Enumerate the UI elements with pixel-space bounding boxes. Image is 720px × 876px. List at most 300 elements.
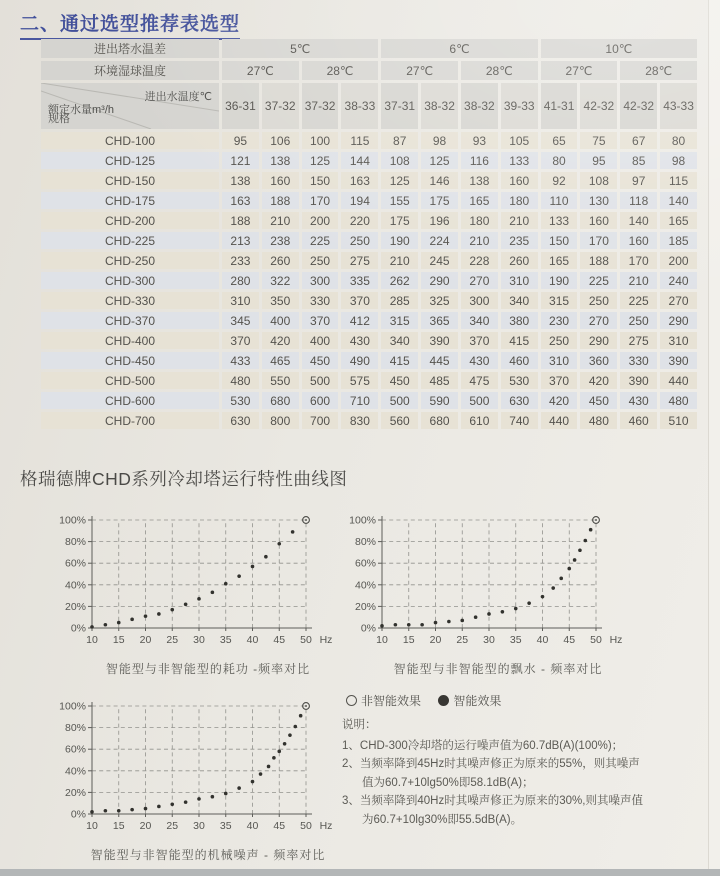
- page-bottom-edge: [0, 869, 720, 876]
- value-cell: 200: [302, 212, 339, 229]
- value-cell: 270: [461, 272, 498, 289]
- value-cell: 440: [660, 372, 697, 389]
- value-cell: 175: [381, 212, 418, 229]
- value-cell: 240: [660, 272, 697, 289]
- chart-noise-vs-frequency: [50, 694, 340, 866]
- value-cell: 233: [222, 252, 259, 269]
- section-title: 格瑞德牌CHD系列冷却塔运行特性曲线图: [20, 469, 348, 489]
- svg-text:100%: 100%: [349, 514, 376, 527]
- value-cell: 140: [660, 192, 697, 209]
- value-cell: 335: [341, 272, 378, 289]
- value-cell: 118: [620, 192, 657, 209]
- model-cell: CHD-250: [41, 252, 219, 269]
- value-cell: 98: [660, 152, 697, 169]
- table-row: [41, 292, 697, 309]
- value-cell: 420: [580, 372, 617, 389]
- svg-text:10: 10: [86, 634, 98, 646]
- value-cell: 450: [381, 372, 418, 389]
- note-line: 为60.7+10lg30%即55.5dB(A)。: [362, 813, 523, 826]
- header-row-wetbulb: [41, 61, 697, 80]
- value-cell: 250: [620, 312, 657, 329]
- wetbulb-cell: 27℃: [541, 61, 618, 80]
- wetbulb-cell: 28℃: [620, 61, 697, 80]
- value-cell: 170: [580, 232, 617, 249]
- open-circle-icon: [346, 695, 357, 706]
- value-cell: 75: [580, 132, 617, 149]
- note-line: 1、CHD-300冷却塔的运行噪声值为60.7dB(A)(100%)；: [342, 739, 624, 752]
- notes-title: 说明：: [342, 719, 377, 731]
- value-cell: 250: [302, 252, 339, 269]
- value-cell: 370: [461, 332, 498, 349]
- value-cell: 188: [262, 192, 299, 209]
- value-cell: 275: [620, 332, 657, 349]
- chart-drift-vs-frequency: [340, 508, 630, 680]
- value-cell: 490: [341, 352, 378, 369]
- value-cell: 740: [501, 412, 538, 429]
- header-row-range: [41, 83, 697, 129]
- value-cell: 170: [302, 192, 339, 209]
- value-cell: 125: [381, 172, 418, 189]
- value-cell: 415: [501, 332, 538, 349]
- svg-text:30: 30: [483, 634, 495, 646]
- value-cell: 138: [461, 172, 498, 189]
- svg-text:40: 40: [246, 820, 259, 832]
- value-cell: 270: [580, 312, 617, 329]
- range-header: 38-33: [341, 83, 378, 129]
- note-item: [342, 792, 710, 829]
- value-cell: 190: [541, 272, 578, 289]
- table-row: [41, 352, 697, 369]
- value-cell: 340: [461, 312, 498, 329]
- value-cell: 322: [262, 272, 299, 289]
- value-cell: 180: [461, 212, 498, 229]
- value-cell: 485: [421, 372, 458, 389]
- value-cell: 210: [620, 272, 657, 289]
- selection-table: [38, 36, 700, 432]
- value-cell: 630: [501, 392, 538, 409]
- page-right-edge: [708, 0, 720, 876]
- value-cell: 370: [302, 312, 339, 329]
- value-cell: 185: [660, 232, 697, 249]
- value-cell: 270: [660, 292, 697, 309]
- svg-text:20: 20: [139, 634, 152, 646]
- group-10c: 10℃: [541, 39, 697, 58]
- note-line: 3、当频率降到40Hz时其噪声修正为原来的30%,则其噪声值: [342, 795, 643, 807]
- svg-text:0%: 0%: [70, 808, 86, 821]
- model-cell: CHD-400: [41, 332, 219, 349]
- value-cell: 93: [461, 132, 498, 149]
- svg-text:25: 25: [166, 820, 179, 832]
- value-cell: 560: [381, 412, 418, 429]
- value-cell: 440: [541, 412, 578, 429]
- value-cell: 340: [501, 292, 538, 309]
- svg-text:0%: 0%: [360, 622, 376, 635]
- value-cell: 600: [302, 392, 339, 409]
- value-cell: 430: [461, 352, 498, 369]
- range-header: 41-31: [541, 83, 578, 129]
- svg-text:80%: 80%: [354, 536, 376, 549]
- value-cell: 260: [262, 252, 299, 269]
- value-cell: 155: [381, 192, 418, 209]
- value-cell: 224: [421, 232, 458, 249]
- value-cell: 125: [302, 152, 339, 169]
- model-cell: CHD-225: [41, 232, 219, 249]
- value-cell: 220: [341, 212, 378, 229]
- svg-text:50: 50: [300, 820, 312, 832]
- table-row: [41, 212, 697, 229]
- corner-bottom-left-label: 规格: [48, 113, 70, 125]
- value-cell: 210: [381, 252, 418, 269]
- value-cell: 710: [341, 392, 378, 409]
- value-cell: 106: [262, 132, 299, 149]
- wetbulb-cell: 28℃: [302, 61, 379, 80]
- value-cell: 830: [341, 412, 378, 429]
- value-cell: 225: [620, 292, 657, 309]
- value-cell: 290: [421, 272, 458, 289]
- svg-text:10: 10: [86, 820, 98, 832]
- value-cell: 133: [541, 212, 578, 229]
- svg-text:60%: 60%: [64, 743, 86, 756]
- value-cell: 420: [262, 332, 299, 349]
- value-cell: 245: [421, 252, 458, 269]
- value-cell: 228: [461, 252, 498, 269]
- group-5c: 5℃: [222, 39, 378, 58]
- svg-text:40%: 40%: [354, 579, 376, 592]
- model-cell: CHD-370: [41, 312, 219, 329]
- value-cell: 180: [501, 192, 538, 209]
- svg-text:20%: 20%: [354, 600, 376, 613]
- value-cell: 285: [381, 292, 418, 309]
- value-cell: 130: [580, 192, 617, 209]
- value-cell: 210: [461, 232, 498, 249]
- table-row: [41, 192, 697, 209]
- value-cell: 230: [541, 312, 578, 329]
- value-cell: 165: [461, 192, 498, 209]
- value-cell: 163: [341, 172, 378, 189]
- value-cell: 262: [381, 272, 418, 289]
- value-cell: 300: [302, 272, 339, 289]
- value-cell: 480: [222, 372, 259, 389]
- corner-mid-left-label: 额定水量m³/h: [48, 104, 114, 116]
- chart-power-plot: [50, 508, 340, 658]
- value-cell: 85: [620, 152, 657, 169]
- value-cell: 290: [580, 332, 617, 349]
- value-cell: 200: [660, 252, 697, 269]
- value-cell: 150: [541, 232, 578, 249]
- value-cell: 160: [501, 172, 538, 189]
- value-cell: 450: [302, 352, 339, 369]
- header-row-tempdiff: [41, 39, 697, 58]
- value-cell: 110: [541, 192, 578, 209]
- value-cell: 160: [620, 232, 657, 249]
- value-cell: 330: [302, 292, 339, 309]
- table-row: [41, 312, 697, 329]
- value-cell: 500: [302, 372, 339, 389]
- value-cell: 590: [421, 392, 458, 409]
- value-cell: 116: [461, 152, 498, 169]
- value-cell: 330: [620, 352, 657, 369]
- value-cell: 213: [222, 232, 259, 249]
- value-cell: 250: [541, 332, 578, 349]
- value-cell: 146: [421, 172, 458, 189]
- table-row: [41, 272, 697, 289]
- value-cell: 100: [302, 132, 339, 149]
- svg-text:80%: 80%: [64, 536, 86, 549]
- corner-top-right-label: 进出水温度℃: [144, 91, 212, 103]
- svg-text:40%: 40%: [64, 765, 86, 778]
- value-cell: 530: [501, 372, 538, 389]
- note-item: [342, 755, 710, 792]
- value-cell: 340: [381, 332, 418, 349]
- value-cell: 800: [262, 412, 299, 429]
- value-cell: 138: [262, 152, 299, 169]
- tempdiff-label: 进出塔水温差: [41, 39, 219, 58]
- value-cell: 610: [461, 412, 498, 429]
- value-cell: 310: [222, 292, 259, 309]
- svg-text:0%: 0%: [70, 622, 86, 635]
- svg-text:15: 15: [112, 820, 125, 832]
- value-cell: 188: [222, 212, 259, 229]
- table-row: [41, 252, 697, 269]
- range-header: 38-32: [421, 83, 458, 129]
- table-row: [41, 172, 697, 189]
- value-cell: 140: [620, 212, 657, 229]
- value-cell: 160: [262, 172, 299, 189]
- svg-text:50: 50: [590, 634, 602, 646]
- svg-text:35: 35: [509, 634, 522, 646]
- value-cell: 390: [421, 332, 458, 349]
- value-cell: 188: [580, 252, 617, 269]
- table-row: [41, 232, 697, 249]
- value-cell: 115: [341, 132, 378, 149]
- table-row: [41, 152, 697, 169]
- group-6c: 6℃: [381, 39, 537, 58]
- range-header: 37-32: [262, 83, 299, 129]
- note-line: 值为60.7+10lg50%即58.1dB(A)；: [362, 776, 534, 789]
- svg-text:80%: 80%: [64, 722, 86, 735]
- value-cell: 105: [501, 132, 538, 149]
- value-cell: 370: [541, 372, 578, 389]
- svg-text:100%: 100%: [59, 700, 86, 713]
- svg-text:Hz: Hz: [609, 634, 623, 646]
- corner-cell: [41, 83, 219, 129]
- value-cell: 115: [660, 172, 697, 189]
- value-cell: 530: [222, 392, 259, 409]
- value-cell: 400: [302, 332, 339, 349]
- range-header: 36-31: [222, 83, 259, 129]
- value-cell: 350: [262, 292, 299, 309]
- value-cell: 190: [381, 232, 418, 249]
- model-cell: CHD-330: [41, 292, 219, 309]
- svg-text:25: 25: [456, 634, 469, 646]
- value-cell: 700: [302, 412, 339, 429]
- legend-label: 智能效果: [453, 694, 502, 708]
- value-cell: 450: [580, 392, 617, 409]
- value-cell: 420: [541, 392, 578, 409]
- value-cell: 390: [620, 372, 657, 389]
- value-cell: 95: [222, 132, 259, 149]
- svg-text:50: 50: [300, 634, 312, 646]
- chart-noise-caption: 智能型与非智能型的机械噪声 - 频率对比: [90, 848, 326, 862]
- table-body: [41, 132, 697, 429]
- range-header: 37-32: [302, 83, 339, 129]
- svg-text:60%: 60%: [64, 557, 86, 570]
- value-cell: 310: [660, 332, 697, 349]
- value-cell: 345: [222, 312, 259, 329]
- value-cell: 235: [501, 232, 538, 249]
- svg-text:45: 45: [273, 634, 286, 646]
- value-cell: 225: [302, 232, 339, 249]
- svg-text:20: 20: [429, 634, 442, 646]
- value-cell: 415: [381, 352, 418, 369]
- value-cell: 250: [341, 232, 378, 249]
- value-cell: 475: [461, 372, 498, 389]
- svg-text:30: 30: [193, 820, 205, 832]
- wetbulb-cell: 27℃: [381, 61, 458, 80]
- model-cell: CHD-175: [41, 192, 219, 209]
- value-cell: 575: [341, 372, 378, 389]
- value-cell: 290: [660, 312, 697, 329]
- svg-text:15: 15: [112, 634, 125, 646]
- svg-text:40: 40: [246, 634, 259, 646]
- filled-circle-icon: [438, 695, 449, 706]
- value-cell: 210: [501, 212, 538, 229]
- value-cell: 630: [222, 412, 259, 429]
- value-cell: 194: [341, 192, 378, 209]
- svg-text:35: 35: [219, 634, 232, 646]
- svg-text:60%: 60%: [354, 557, 376, 570]
- svg-text:100%: 100%: [59, 514, 86, 527]
- model-cell: CHD-200: [41, 212, 219, 229]
- range-header: 37-31: [381, 83, 418, 129]
- model-cell: CHD-125: [41, 152, 219, 169]
- value-cell: 133: [501, 152, 538, 169]
- value-cell: 108: [580, 172, 617, 189]
- value-cell: 138: [222, 172, 259, 189]
- value-cell: 310: [541, 352, 578, 369]
- value-cell: 365: [421, 312, 458, 329]
- legend-label: 非智能效果: [361, 694, 422, 708]
- value-cell: 250: [580, 292, 617, 309]
- value-cell: 370: [222, 332, 259, 349]
- value-cell: 160: [580, 212, 617, 229]
- chart-legend: [346, 692, 515, 709]
- value-cell: 275: [341, 252, 378, 269]
- value-cell: 310: [501, 272, 538, 289]
- value-cell: 97: [620, 172, 657, 189]
- value-cell: 400: [262, 312, 299, 329]
- page-title: 二、通过选型推荐表选型: [20, 9, 240, 40]
- value-cell: 390: [660, 352, 697, 369]
- notes-block: [342, 716, 710, 829]
- svg-text:20: 20: [139, 820, 152, 832]
- model-cell: CHD-150: [41, 172, 219, 189]
- range-header: 43-33: [660, 83, 697, 129]
- chart-drift-caption: 智能型与非智能型的飘水 - 频率对比: [393, 662, 603, 676]
- value-cell: 125: [421, 152, 458, 169]
- model-cell: CHD-300: [41, 272, 219, 289]
- value-cell: 550: [262, 372, 299, 389]
- value-cell: 445: [421, 352, 458, 369]
- svg-text:40%: 40%: [64, 579, 86, 592]
- value-cell: 260: [501, 252, 538, 269]
- model-cell: CHD-500: [41, 372, 219, 389]
- value-cell: 87: [381, 132, 418, 149]
- model-cell: CHD-450: [41, 352, 219, 369]
- svg-text:40: 40: [536, 634, 549, 646]
- value-cell: 65: [541, 132, 578, 149]
- value-cell: 80: [660, 132, 697, 149]
- wetbulb-cell: 28℃: [461, 61, 538, 80]
- value-cell: 430: [620, 392, 657, 409]
- svg-text:Hz: Hz: [319, 820, 333, 832]
- range-header: 39-33: [501, 83, 538, 129]
- value-cell: 210: [262, 212, 299, 229]
- value-cell: 480: [580, 412, 617, 429]
- value-cell: 460: [620, 412, 657, 429]
- value-cell: 108: [381, 152, 418, 169]
- value-cell: 196: [421, 212, 458, 229]
- value-cell: 510: [660, 412, 697, 429]
- value-cell: 380: [501, 312, 538, 329]
- chart-power-caption: 智能型与非智能型的耗功 -频率对比: [105, 662, 311, 676]
- value-cell: 170: [620, 252, 657, 269]
- value-cell: 500: [461, 392, 498, 409]
- value-cell: 175: [421, 192, 458, 209]
- value-cell: 92: [541, 172, 578, 189]
- value-cell: 300: [461, 292, 498, 309]
- value-cell: 480: [660, 392, 697, 409]
- range-header: 42-32: [580, 83, 617, 129]
- table-row: [41, 132, 697, 149]
- value-cell: 67: [620, 132, 657, 149]
- chart-drift-plot: [340, 508, 630, 658]
- value-cell: 98: [421, 132, 458, 149]
- value-cell: 225: [580, 272, 617, 289]
- value-cell: 80: [541, 152, 578, 169]
- value-cell: 370: [341, 292, 378, 309]
- chart-power-vs-frequency: [50, 508, 340, 680]
- svg-text:15: 15: [402, 634, 415, 646]
- note-item: [342, 737, 710, 756]
- chart-noise-plot: [50, 694, 340, 844]
- value-cell: 500: [381, 392, 418, 409]
- table-row: [41, 392, 697, 409]
- value-cell: 165: [660, 212, 697, 229]
- table-row: [41, 372, 697, 389]
- value-cell: 430: [341, 332, 378, 349]
- wetbulb-cell: 27℃: [222, 61, 299, 80]
- model-cell: CHD-600: [41, 392, 219, 409]
- svg-text:20%: 20%: [64, 786, 86, 799]
- range-header: 42-32: [620, 83, 657, 129]
- value-cell: 121: [222, 152, 259, 169]
- value-cell: 360: [580, 352, 617, 369]
- value-cell: 325: [421, 292, 458, 309]
- svg-text:10: 10: [376, 634, 388, 646]
- value-cell: 150: [302, 172, 339, 189]
- value-cell: 144: [341, 152, 378, 169]
- value-cell: 95: [580, 152, 617, 169]
- svg-text:45: 45: [273, 820, 286, 832]
- value-cell: 433: [222, 352, 259, 369]
- table-row: [41, 332, 697, 349]
- value-cell: 315: [381, 312, 418, 329]
- range-header: 38-32: [461, 83, 498, 129]
- value-cell: 163: [222, 192, 259, 209]
- model-cell: CHD-100: [41, 132, 219, 149]
- value-cell: 465: [262, 352, 299, 369]
